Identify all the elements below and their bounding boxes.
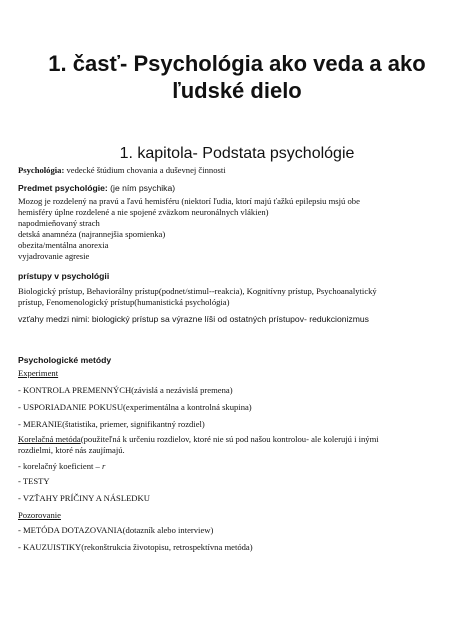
cause-item: - VZŤAHY PRÍČINY A NÁSLEDKU: [18, 493, 150, 503]
correlation-line-2: rozdielmi, ktoré nás zaujímajú.: [18, 445, 125, 455]
definition-line: [18, 165, 458, 176]
subject-line: detská anamnéza (najrannejšia spomienka): [18, 229, 166, 239]
correlation-heading: Korelačná metóda: [18, 434, 81, 444]
experiment-item: - KONTROLA PREMENNÝCH(závislá a nezávislá premena): [18, 385, 233, 395]
subject-line: hemisféry úplne rozdelené a nie spojené zväzkom neuronálnych vlákien): [18, 207, 269, 217]
correlation-line-1: [18, 434, 458, 445]
observation-item: - KAUZUISTIKY(rekonštrukcia životopisu, retrospektívna metóda): [18, 542, 253, 552]
relations-line: vzťahy medzi nimi: biologický prístup sa výrazne líši od ostatných prístupov- redukcionizmus: [18, 314, 369, 324]
part-title-line-1: 1. časť- Psychológia ako veda a ako: [48, 51, 426, 76]
correlation-coefficient: [18, 461, 458, 472]
tests-item: - TESTY: [18, 476, 50, 486]
subject-text: (je ním psychika): [107, 183, 176, 193]
approaches-line: Biologický prístup, Behaviorálny prístup(podnet/stimul--reakcia), Kognitívny prístup, Psychoanalytický: [18, 286, 377, 296]
part-title: [0, 50, 474, 104]
subject-line: vyjadrovanie agresie: [18, 251, 90, 261]
experiment-item: - USPORIADANIE POKUSU(experimentálna a kontrolná skupina): [18, 402, 252, 412]
coefficient-label: - korelačný koeficient –: [18, 461, 102, 471]
subject-line: obezita/mentálna anorexia: [18, 240, 109, 250]
chapter-title: 1. kapitola- Podstata psychológie: [119, 145, 355, 162]
coefficient-symbol: r: [102, 461, 106, 471]
subject-heading: [18, 183, 458, 194]
approaches-heading: prístupy v psychológii: [18, 271, 110, 281]
subject-list: [18, 196, 458, 262]
observation-heading: Pozorovanie: [18, 510, 61, 520]
correlation-block: [18, 434, 458, 456]
definition-label: Psychológia:: [18, 165, 65, 175]
subject-line: Mozog je rozdelený na pravú a ľavú hemisféru (niektorí ľudia, ktorí majú ťažkú epilepsiu msjú obe: [18, 196, 360, 206]
approaches-line: prístup, Fenomenologický prístup(humanistická psychológia): [18, 297, 230, 307]
experiment-heading: Experiment: [18, 368, 59, 378]
correlation-text: (použiteľná k určeniu rozdielov, ktoré nie sú pod našou kontrolou- ale kolerujú i inými: [80, 434, 379, 444]
part-title-line-2: ľudské dielo: [172, 78, 302, 103]
methods-heading: Psychologické metódy: [18, 355, 112, 365]
observation-item: - METÓDA DOTAZOVANIA(dotazník alebo interview): [18, 525, 214, 535]
definition-text: vedecké štúdium chovania a duševnej činnosti: [64, 165, 226, 175]
subject-label: Predmet psychológie:: [18, 183, 108, 193]
subject-line: napodmieňovaný strach: [18, 218, 100, 228]
approaches-text: [18, 286, 458, 308]
experiment-item: - MERANIE(štatistika, priemer, signifikantný rozdiel): [18, 419, 205, 429]
